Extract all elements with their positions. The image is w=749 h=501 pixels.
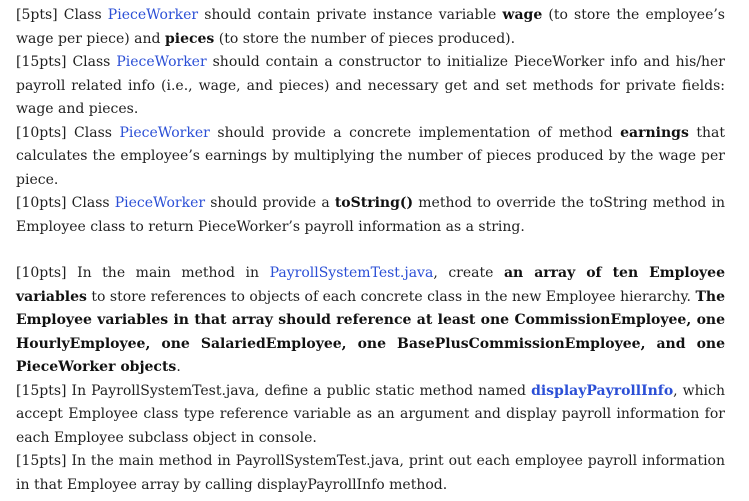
text-run: to store references to objects of each concrete class in the new Employee hierarchy. <box>86 288 696 305</box>
text-run: [15pts] In the main method in PayrollSystemTest.java, print out each employee payroll information in that Employee array by calling displayPayrollInfo method. <box>16 453 725 493</box>
requirement-employee-array <box>16 262 725 380</box>
text-run: (to store the number of pieces produced). <box>214 30 516 47</box>
class-name-highlight: PieceWorker <box>116 54 207 70</box>
file-name-highlight: PayrollSystemTest.java <box>269 265 434 281</box>
text-run: should contain private instance variable <box>198 7 503 23</box>
requirement-display-method <box>16 380 725 451</box>
text-run: should contain a constructor to initialize PieceWorker info and his/her payroll related info (i.e., wage, and pieces) and necessary get and set methods for private fields: wage and pieces. <box>16 54 725 117</box>
text-run: [5pts] Class <box>16 7 108 23</box>
requirement-wage-pieces-fields <box>16 4 725 51</box>
requirement-print-payroll <box>16 450 725 497</box>
text-run: [15pts] Class <box>16 54 117 70</box>
paragraph-gap <box>16 239 725 262</box>
bold-term: an array of ten Employee variables <box>16 265 725 305</box>
requirement-earnings <box>16 122 725 193</box>
text-run: , which accept Employee class type reference variable as an argument and display payroll information for each Employee subclass object in console. <box>16 382 725 446</box>
text-run: should provide a <box>205 195 335 211</box>
text-run: [15pts] In PayrollSystemTest.java, define a public static method named <box>16 382 532 399</box>
text-run: (to store the employee’s wage per piece) and <box>16 7 725 47</box>
class-name-highlight: PieceWorker <box>107 7 199 23</box>
bold-term: toString() <box>334 195 414 211</box>
text-run: [10pts] Class <box>16 124 120 141</box>
text-run: . <box>176 359 181 375</box>
text-run: , create <box>433 265 504 281</box>
text-run: should provide a concrete implementation of method <box>209 124 621 141</box>
text-run: method to override the toString method in Employee class to return PieceWorker’s payroll information as a string. <box>16 195 725 235</box>
text-run: [10pts] Class <box>16 195 115 211</box>
method-name-highlight: displayPayrollInfo <box>531 382 674 399</box>
bold-term: pieces <box>164 30 215 47</box>
requirement-tostring <box>16 192 725 239</box>
class-name-highlight: PieceWorker <box>114 195 206 211</box>
bold-term: earnings <box>620 124 689 141</box>
text-run: [10pts] In the main method in <box>16 265 270 281</box>
text-run: that calculates the employee’s earnings by multiplying the number of pieces produced by the wage per piece. <box>16 124 725 188</box>
class-name-highlight: PieceWorker <box>119 124 210 141</box>
bold-sentence: The Employee variables in that array should reference at least one CommissionEmployee, one HourlyEmployee, one SalariedEmployee, one BasePlusCommissionEmployee, and one PieceWorker objects <box>16 288 725 375</box>
requirement-constructor <box>16 51 725 122</box>
bold-term: wage <box>502 7 543 23</box>
